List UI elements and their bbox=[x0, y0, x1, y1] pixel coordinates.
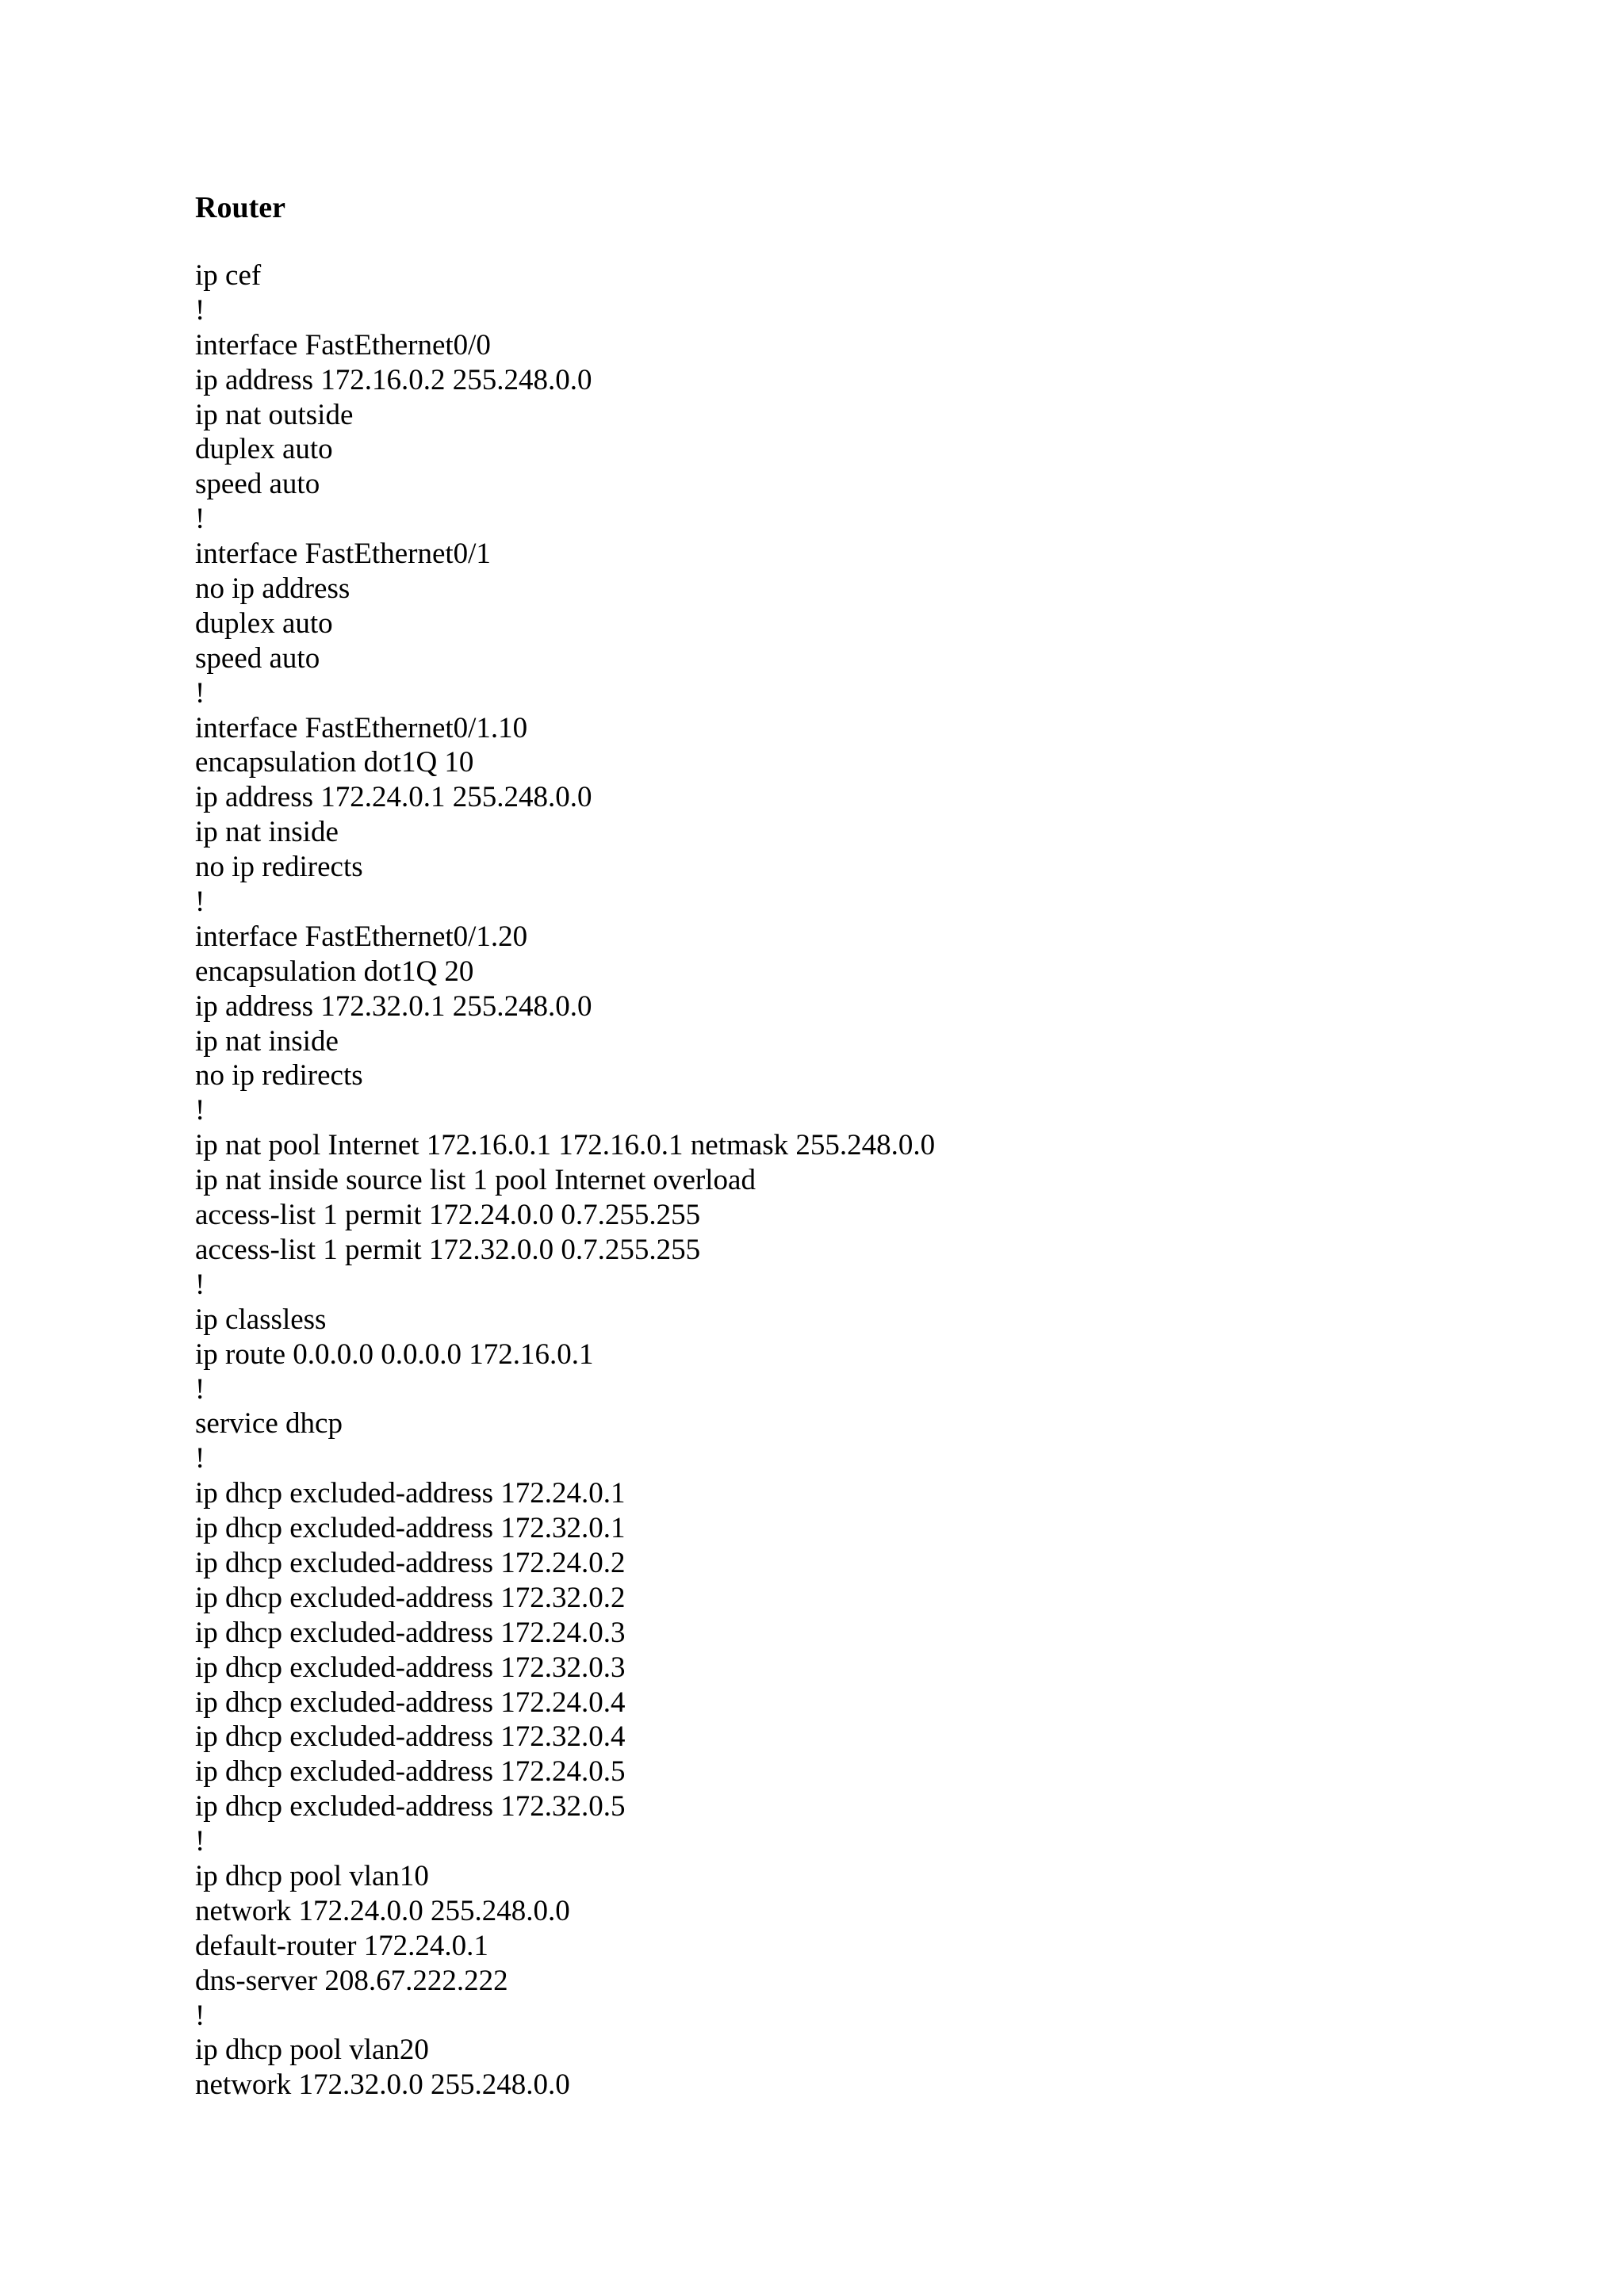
config-line: ! bbox=[195, 1999, 205, 2032]
config-line: ! bbox=[195, 886, 205, 919]
config-line: ! bbox=[195, 1094, 205, 1127]
config-line: ip nat inside bbox=[195, 1024, 339, 1058]
config-line: encapsulation dot1Q 20 bbox=[195, 955, 474, 988]
config-line: interface FastEthernet0/1.20 bbox=[195, 920, 528, 953]
config-line: network 172.32.0.0 255.248.0.0 bbox=[195, 2068, 570, 2102]
config-line: speed auto bbox=[195, 641, 320, 675]
router-config-listing bbox=[195, 258, 1543, 2103]
config-line: ip dhcp excluded-address 172.24.0.1 bbox=[195, 1477, 626, 1510]
page-title: Router bbox=[195, 191, 285, 224]
config-line: access-list 1 permit 172.24.0.0 0.7.255.255 bbox=[195, 1199, 701, 1232]
config-line: ip dhcp excluded-address 172.32.0.1 bbox=[195, 1512, 626, 1545]
config-line: ! bbox=[195, 503, 205, 536]
config-line: no ip redirects bbox=[195, 1059, 363, 1093]
config-line: ! bbox=[195, 676, 205, 710]
config-line: interface FastEthernet0/1.10 bbox=[195, 711, 528, 744]
config-line: ip dhcp excluded-address 172.32.0.2 bbox=[195, 1581, 626, 1614]
config-line: ip dhcp pool vlan10 bbox=[195, 1859, 429, 1892]
config-line: ! bbox=[195, 293, 205, 327]
config-line: ! bbox=[195, 1268, 205, 1301]
config-line: ip nat inside source list 1 pool Internet overload bbox=[195, 1164, 756, 1197]
config-line: ip nat outside bbox=[195, 398, 354, 431]
config-line: ! bbox=[195, 1372, 205, 1406]
config-line: interface FastEthernet0/0 bbox=[195, 328, 491, 362]
config-line: ip dhcp excluded-address 172.24.0.3 bbox=[195, 1616, 626, 1649]
config-line: no ip address bbox=[195, 572, 350, 606]
config-line: ! bbox=[195, 1825, 205, 1858]
config-line: ip dhcp excluded-address 172.24.0.5 bbox=[195, 1755, 626, 1789]
config-line: speed auto bbox=[195, 468, 320, 501]
config-line: ip dhcp excluded-address 172.32.0.5 bbox=[195, 1790, 626, 1823]
document-content bbox=[195, 190, 1543, 2103]
config-line: ip dhcp excluded-address 172.24.0.4 bbox=[195, 1686, 626, 1719]
config-line: default-router 172.24.0.1 bbox=[195, 1929, 488, 1962]
config-line: ip nat pool Internet 172.16.0.1 172.16.0.1 netmask 255.248.0.0 bbox=[195, 1129, 936, 1162]
config-line: ip dhcp excluded-address 172.24.0.2 bbox=[195, 1546, 626, 1579]
config-line: ! bbox=[195, 1442, 205, 1475]
config-line: ip dhcp excluded-address 172.32.0.3 bbox=[195, 1651, 626, 1684]
config-line: interface FastEthernet0/1 bbox=[195, 538, 491, 571]
config-line: network 172.24.0.0 255.248.0.0 bbox=[195, 1894, 570, 1927]
config-line: ip dhcp excluded-address 172.32.0.4 bbox=[195, 1720, 626, 1754]
config-line: access-list 1 permit 172.32.0.0 0.7.255.255 bbox=[195, 1233, 701, 1266]
config-line: ip nat inside bbox=[195, 816, 339, 849]
config-line: ip address 172.16.0.2 255.248.0.0 bbox=[195, 363, 592, 396]
config-line: duplex auto bbox=[195, 607, 333, 640]
config-line: ip dhcp pool vlan20 bbox=[195, 2034, 429, 2067]
config-line: ip address 172.32.0.1 255.248.0.0 bbox=[195, 989, 592, 1023]
config-line: duplex auto bbox=[195, 433, 333, 466]
config-line: no ip redirects bbox=[195, 851, 363, 884]
config-line: dns-server 208.67.222.222 bbox=[195, 1964, 508, 1997]
config-line: ip route 0.0.0.0 0.0.0.0 172.16.0.1 bbox=[195, 1337, 594, 1371]
config-line: encapsulation dot1Q 10 bbox=[195, 746, 474, 779]
config-line: ip classless bbox=[195, 1303, 327, 1336]
config-line: service dhcp bbox=[195, 1407, 343, 1441]
config-line: ip cef bbox=[195, 259, 262, 292]
config-line: ip address 172.24.0.1 255.248.0.0 bbox=[195, 781, 592, 814]
